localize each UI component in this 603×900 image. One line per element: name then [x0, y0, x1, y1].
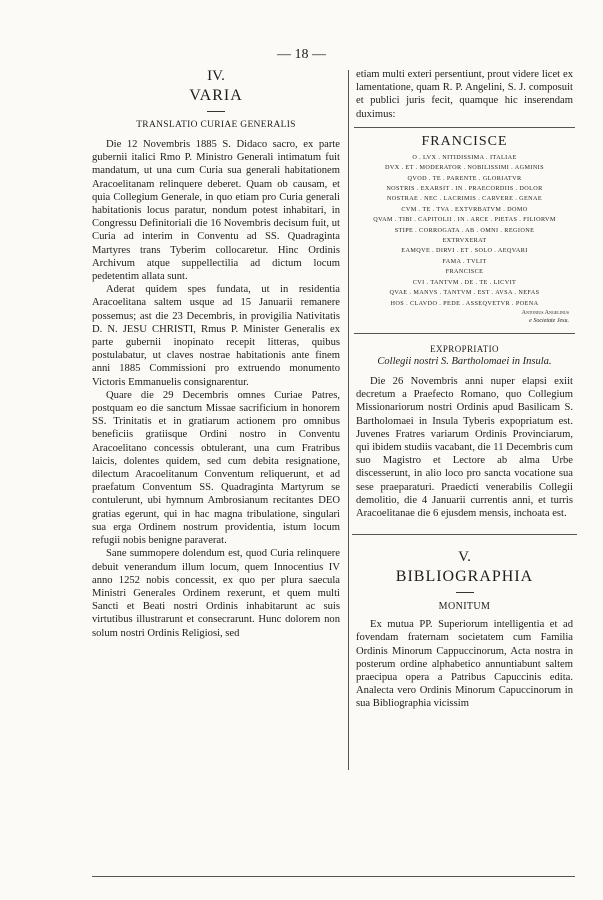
inscription-line: QVAE . MANVS . TANTVM . EST . AVSA . NEFAS — [389, 289, 540, 297]
inscription-author-affiliation: e Societate Jesu. — [529, 317, 569, 324]
inscription-line: HOS . CLAVDO . PEDE . ASSEQVETVR . POENA — [390, 299, 539, 307]
column-divider — [348, 70, 349, 770]
title-rule — [456, 592, 474, 593]
inscription-line: QVAM . TIBI . CAPITOLII . IN . ARCE . PIETAS . FILIORVM — [373, 216, 556, 224]
title-rule — [207, 111, 225, 112]
inscription-line: NOSTRIS . EXARSIT . IN . PRAECORDIIS . DOLOR — [386, 185, 543, 193]
article-subtitle: TRANSLATIO CURIAE GENERALIS — [136, 120, 296, 130]
paragraph: Die 12 Novembris 1885 S. Didaco sacro, ex parte gubernii italici Rmo P. Ministro Generali intimatum fuit mandatum, ut una cum Curia sua generali habitationem Aracoelitanam relinquere deberet. Quam ob causam, et quia Collegium Generale, in quo etiam pro Curia generali habitationis locus paratur, nondum potest inhabitari, in Congressu Definitoriali die 16 Novembris decisum fuit, ut Curia ad interim in Conventu ad SS. Quadraginta Martyres trans Tyberim collocaretur. Hinc Ordinis Archivum atque suppellectilia ad dictum locum pedetentim allata sunt. — [92, 139, 340, 283]
section-title: VARIA — [189, 87, 243, 104]
inscription-line: QVOD . TE . PARENTE . GLORIATVR — [407, 174, 522, 182]
expropriatio-subtitle: Collegii nostri S. Bartholomaei in Insula. — [377, 355, 552, 367]
page-number: — 18 — — [277, 47, 326, 62]
inscription-line: EXTRVXERAT — [442, 237, 487, 245]
paragraph: Quare die 29 Decembris omnes Curiae Patres, postquam eo die sanctum Missae sacrificium in honorem SS. Trinitatis et in gratiarum actionem pro omnibus beneficiis gratiisque Ordini nostro in Conventu Aracoelitano concessis obtulerant, una cum Fratribus laicis, dolentes quidem, sed cum debita resignatione, dilectum Aracoelitanum Conventum reliquerunt, et ad praefatum Conventum SS. Quadraginta Martyrum se contulerunt, ubi hymnum Ambrosianum recitantes DEO gratias egerunt, qui in hac magna tribulatione, singulari sua erga Ordinem nostrum providentia, istum locum refugii nobis benigne paraverat. — [92, 389, 340, 547]
page-bottom-rule — [92, 876, 575, 877]
inscription-line: FAMA . TVLIT — [442, 257, 487, 265]
inscription-line: CVI . TANTVM . DE . TE . LICVIT — [412, 278, 517, 286]
inscription-line: DVX . ET . MODERATOR . NOBILISSIMI . AGMINIS — [384, 164, 544, 172]
inscription-line: EAMQVE . DIRVI . ET . SOLO . AEQVARI — [401, 247, 528, 255]
inscription-line: NOSTRAE . NEC . LACRIMIS . CARVERE . GENAE — [386, 195, 543, 203]
paragraph: Sane summopere dolendum est, quod Curia relinquere debuit venerandum illum locum, quem Innocentius IV anno 1252 nobis concessit, ex quo per plura saecula Ministri Generales Ordinem rexerunt, et quem multi Sancti et Beati nostri Ordinis inhabitarunt ac suis virtutibus illustrarunt et consecrarunt. Hunc dolorem non solum nostri Ordinis Religiosi, sed — [92, 548, 340, 639]
monitum-heading: MONITUM — [438, 601, 491, 613]
expropriatio-heading: EXPROPRIATIO — [430, 343, 499, 354]
inscription-title: FRANCISCE — [421, 133, 508, 149]
expropriatio-paragraph: Die 26 Novembris anni nuper elapsi exiit decretum a Praefecto Romano, quo Collegium Missionariorum nostri Ordinis apud Basilicam S. Bartholomaei in Insula Tyberis expopriatum est. Juvenes Fratres variarum Ordinis Provinciarum, qui ibidem studiis vacabant, die 11 Decembris cum suo Magistro et Lectore ab alma Urbe discesserunt, in alio loco pro sancta vocatione sua sese praeparaturi. Praedicti venerabilis Collegii demolitio, die 4 Januarii currentis anni, et turris Aracoelitanae die 6 ejusdem mensis, inchoata est. — [356, 375, 573, 519]
inscription-line: STIPE . CORROGATA . AB . OMNI . REGIONE — [394, 226, 535, 234]
right-column — [356, 68, 573, 711]
left-column — [92, 68, 340, 640]
section-title: BIBLIOGRAPHIA — [395, 568, 534, 586]
section-number: V. — [458, 549, 471, 566]
paragraph: Aderat quidem spes fundata, ut in residentia Aracoelitana saltem usque ad 15 Januarii remanere possemus; ast die 23 Decembris, in provigilia Nativitatis D. N. JESU CHRISTI, Rmus P. Minister Generalis ex parte gubernii inopinato recepit litteras, quibus postulabatur, ut claves nostrae habitationis ante finem anni 1885 Commissioni pro extruendo monumento Victoris Emmanuelis consignarentur. — [92, 284, 340, 388]
inscription-line: FRANCISCE — [445, 268, 484, 276]
inscription-line: CVM . TE . TVA . EXTVRBATVM . DOMO — [401, 205, 528, 213]
section-divider — [352, 534, 577, 535]
inscription-author: Antonius Angelinus — [521, 309, 569, 316]
inscription-line: O . LVX . NITIDISSIMA . ITALIAE — [412, 153, 517, 161]
monitum-paragraph: Ex mutua PP. Superiorum intelligentia et ad fovendam fraternam societatem cum Familia Ordinis Minorum Cappuccinorum, Acta nostra in posterum ordine alphabetico annuntiabunt saltem praecipua opera a Patribus Capuccinis edita. Analecta vero Ordinis Minorum Capuccinorum in sua Bibliographia vicissim — [356, 619, 573, 710]
inscription-block — [354, 127, 575, 334]
intro-paragraph: etiam multi exteri persentiunt, prout videre licet ex lamentatione, quam R. P. Angelini, S. J. composuit et publici juris fecit, quamque hic inserendam duximus: — [356, 69, 573, 120]
section-number: IV. — [207, 68, 225, 84]
